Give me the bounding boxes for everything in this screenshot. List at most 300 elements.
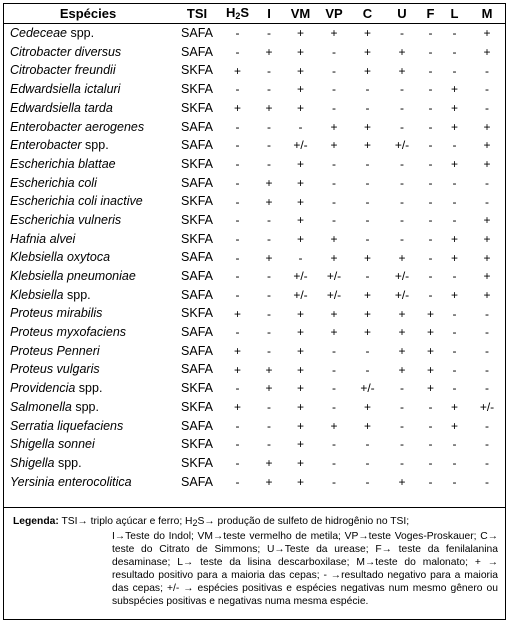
species-suffix: spp. [54, 455, 82, 470]
cell-vp: - [332, 157, 336, 172]
cell-h2s: - [235, 437, 240, 452]
table-row [3, 342, 506, 361]
cell-i: - [267, 306, 271, 321]
table-row [3, 416, 506, 435]
species-name [3, 24, 173, 43]
cell-i: - [267, 269, 271, 284]
legend [3, 507, 506, 608]
cell-tsi: SAFA [181, 119, 213, 134]
cell-l: + [450, 119, 458, 134]
table-row [3, 398, 506, 417]
cell-l: - [452, 175, 457, 190]
cell-l: - [452, 45, 457, 60]
cell-f: - [428, 101, 433, 116]
cell-u: - [400, 456, 404, 471]
table-row [3, 211, 506, 230]
header-u: U [384, 3, 420, 24]
species-name [3, 117, 173, 136]
cell-f: + [426, 344, 434, 359]
cell-m: - [485, 418, 489, 433]
species-genus: Cedeceae [10, 26, 67, 41]
cell-f: + [426, 306, 434, 321]
cell-u: - [400, 26, 404, 41]
cell-m: - [485, 82, 489, 97]
species-genus: Proteus Penneri [10, 343, 100, 358]
cell-c: - [365, 194, 370, 209]
cell-h2s: + [233, 63, 241, 78]
cell-l: - [452, 26, 457, 41]
cell-i: - [267, 437, 271, 452]
cell-f: - [428, 82, 433, 97]
cell-l: + [450, 82, 458, 97]
cell-vm: + [296, 325, 304, 340]
cell-u: + [398, 474, 406, 489]
species-genus: Escherichia coli inactive [10, 194, 143, 209]
cell-i: - [267, 344, 271, 359]
cell-c: - [365, 213, 370, 228]
legend-line-1: Legenda: TSI→ triplo açúcar e ferro; $H_2S\to$ produção de sulfeto de hidrogênio no TSI; [13, 516, 410, 528]
cell-f: - [428, 63, 433, 78]
cell-i: + [265, 250, 273, 265]
table-row [3, 230, 506, 249]
species-name [3, 416, 173, 435]
cell-m: +/- [479, 400, 495, 415]
cell-m: - [485, 437, 489, 452]
cell-m: + [483, 26, 491, 41]
cell-vm: + [296, 63, 304, 78]
cell-i: + [265, 456, 273, 471]
cell-u: +/- [394, 269, 410, 284]
cell-vp: - [332, 101, 336, 116]
cell-tsi: SAFA [181, 287, 213, 302]
cell-vp: + [330, 306, 338, 321]
cell-vp: - [332, 213, 336, 228]
cell-tsi: SAFA [181, 175, 213, 190]
cell-vp: - [332, 344, 336, 359]
species-name [3, 211, 173, 230]
cell-vp: +/- [326, 269, 342, 284]
cell-m: + [483, 119, 491, 134]
table-row [3, 117, 506, 136]
cell-vm: + [296, 418, 304, 433]
cell-u: - [400, 175, 404, 190]
cell-vm: + [296, 474, 304, 489]
cell-m: - [485, 194, 489, 209]
cell-tsi: SAFA [181, 138, 213, 153]
cell-h2s: - [235, 250, 240, 265]
cell-l: - [452, 456, 457, 471]
cell-h2s: - [235, 45, 240, 60]
header-tsi: TSI [173, 3, 221, 24]
cell-tsi: SKFA [181, 231, 213, 246]
cell-h2s: - [235, 213, 240, 228]
cell-vp: +/- [326, 287, 342, 302]
cell-m: + [483, 231, 491, 246]
table-row [3, 99, 506, 118]
cell-l: + [450, 101, 458, 116]
cell-vm: - [298, 119, 303, 134]
cell-h2s: - [235, 194, 240, 209]
cell-vp: + [330, 418, 338, 433]
species-genus: Enterobacter [10, 138, 82, 153]
cell-tsi: SAFA [181, 343, 213, 358]
cell-c: - [365, 362, 370, 377]
cell-c: + [363, 119, 371, 134]
table-row [3, 61, 506, 80]
cell-tsi: SKFA [181, 100, 213, 115]
cell-l: - [452, 138, 457, 153]
cell-i: - [267, 231, 271, 246]
cell-tsi: SAFA [181, 362, 213, 377]
cell-m: + [483, 157, 491, 172]
cell-h2s: + [233, 362, 241, 377]
cell-c: + [363, 306, 371, 321]
header-c: C [351, 3, 384, 24]
species-genus: Proteus vulgaris [10, 362, 100, 377]
cell-u: + [398, 250, 406, 265]
cell-u: - [400, 119, 404, 134]
cell-m: + [483, 269, 491, 284]
species-name [3, 473, 173, 492]
species-suffix: spp. [63, 287, 91, 302]
cell-vm: + [296, 82, 304, 97]
cell-c: - [365, 175, 370, 190]
cell-vm: + [296, 213, 304, 228]
cell-vm: +/- [293, 287, 308, 302]
cell-h2s: + [233, 101, 241, 116]
cell-h2s: - [235, 418, 240, 433]
table-row [3, 473, 506, 492]
species-genus: Citrobacter diversus [10, 44, 122, 59]
cell-u: - [400, 157, 404, 172]
cell-l: + [450, 231, 458, 246]
cell-vp: - [332, 63, 336, 78]
table-row [3, 304, 506, 323]
cell-tsi: SKFA [181, 455, 213, 470]
cell-h2s: + [233, 344, 241, 359]
species-name [3, 230, 173, 249]
table-row [3, 136, 506, 155]
table-row [3, 80, 506, 99]
cell-m: + [483, 138, 491, 153]
species-name [3, 435, 173, 454]
cell-i: - [267, 418, 271, 433]
cell-c: - [365, 344, 370, 359]
cell-vm: +/- [293, 138, 308, 153]
species-name [3, 174, 173, 193]
cell-h2s: - [235, 269, 240, 284]
cell-c: - [365, 101, 370, 116]
cell-vp: + [330, 138, 338, 153]
cell-vp: - [332, 45, 336, 60]
cell-vp: - [332, 194, 336, 209]
cell-f: + [426, 325, 434, 340]
cell-c: - [365, 456, 370, 471]
cell-l: - [452, 325, 457, 340]
cell-i: + [265, 45, 273, 60]
header-f: F [420, 3, 441, 24]
cell-l: - [452, 344, 457, 359]
species-name [3, 454, 173, 473]
species-suffix: spp. [67, 26, 95, 41]
cell-f: - [428, 400, 433, 415]
cell-m: - [485, 362, 489, 377]
cell-f: + [426, 362, 434, 377]
cell-i: - [267, 213, 271, 228]
cell-i: - [267, 82, 271, 97]
cell-vp: + [330, 250, 338, 265]
cell-l: + [450, 400, 458, 415]
cell-f: - [428, 250, 433, 265]
cell-h2s: - [235, 325, 240, 340]
table-row [3, 174, 506, 193]
cell-c: - [365, 437, 370, 452]
species-name [3, 286, 173, 305]
cell-vp: - [332, 456, 336, 471]
cell-vp: + [330, 26, 338, 41]
cell-f: - [428, 138, 433, 153]
cell-h2s: - [235, 231, 240, 246]
species-name [3, 398, 173, 417]
cell-c: + [363, 287, 371, 302]
cell-m: - [485, 344, 489, 359]
cell-m: - [485, 325, 489, 340]
cell-c: - [365, 157, 370, 172]
cell-u: - [400, 101, 404, 116]
species-genus: Citrobacter freundii [10, 63, 116, 78]
species-genus: Salmonella [10, 399, 72, 414]
cell-vp: + [330, 325, 338, 340]
cell-l: - [452, 362, 457, 377]
cell-f: - [428, 194, 433, 209]
cell-vm: + [296, 45, 304, 60]
cell-i: + [265, 194, 273, 209]
cell-tsi: SAFA [181, 44, 213, 59]
cell-m: + [483, 213, 491, 228]
species-name [3, 342, 173, 361]
species-name [3, 155, 173, 174]
cell-u: +/- [394, 138, 410, 153]
cell-l: + [450, 250, 458, 265]
cell-i: + [265, 175, 273, 190]
cell-vp: - [332, 381, 336, 396]
header-vm: VM [284, 3, 317, 24]
table-row [3, 192, 506, 211]
cell-u: - [400, 231, 404, 246]
species-name [3, 136, 173, 155]
cell-f: - [428, 175, 433, 190]
header-vp: VP [317, 3, 351, 24]
species-name [3, 379, 173, 398]
cell-c: +/- [360, 381, 375, 396]
cell-vm: + [296, 362, 304, 377]
cell-f: - [428, 287, 433, 302]
cell-f: - [428, 437, 433, 452]
cell-c: + [363, 45, 371, 60]
cell-h2s: - [235, 82, 240, 97]
cell-i: - [267, 119, 271, 134]
cell-u: - [400, 82, 404, 97]
cell-f: - [428, 418, 433, 433]
cell-m: + [483, 287, 491, 302]
species-name [3, 61, 173, 80]
species-genus: Proteus mirabilis [10, 306, 103, 321]
cell-f: - [428, 157, 433, 172]
cell-vm: + [296, 231, 304, 246]
cell-vp: - [332, 362, 336, 377]
cell-u: - [400, 213, 404, 228]
cell-tsi: SKFA [181, 156, 213, 171]
cell-vp: - [332, 437, 336, 452]
species-genus: Proteus myxofaciens [10, 325, 127, 340]
cell-m: - [485, 101, 489, 116]
cell-vm: + [296, 437, 304, 452]
cell-tsi: SAFA [181, 269, 213, 284]
cell-i: - [267, 138, 271, 153]
cell-tsi: SAFA [181, 418, 213, 433]
cell-tsi: SKFA [181, 306, 213, 321]
cell-vp: + [330, 231, 338, 246]
species-suffix: spp. [71, 399, 99, 414]
cell-vm: + [296, 157, 304, 172]
cell-h2s: + [233, 400, 241, 415]
cell-l: - [452, 381, 457, 396]
table-row [3, 454, 506, 473]
species-genus: Edwardsiella ictaluri [10, 82, 121, 97]
table-row [3, 360, 506, 379]
cell-i: - [267, 325, 271, 340]
species-name [3, 192, 173, 211]
species-genus: Shigella [10, 455, 55, 470]
cell-l: - [452, 213, 457, 228]
cell-c: - [365, 82, 370, 97]
cell-l: - [452, 474, 457, 489]
cell-l: + [450, 157, 458, 172]
cell-l: - [452, 306, 457, 321]
cell-i: - [267, 400, 271, 415]
cell-vm: - [298, 250, 303, 265]
header-i: I [254, 3, 284, 24]
cell-l: - [452, 194, 457, 209]
header-l: L [441, 3, 468, 24]
cell-i: + [265, 362, 273, 377]
cell-c: + [363, 325, 371, 340]
cell-h2s: - [235, 26, 240, 41]
cell-vm: + [296, 26, 304, 41]
cell-h2s: - [235, 456, 240, 471]
cell-tsi: SAFA [181, 474, 213, 489]
cell-i: - [267, 26, 271, 41]
cell-tsi: SKFA [181, 381, 213, 396]
species-genus: Providencia [10, 381, 76, 396]
cell-i: + [265, 381, 273, 396]
species-genus: Klebsiella pneumoniae [10, 269, 136, 284]
cell-u: + [398, 306, 406, 321]
header-m: M [468, 3, 506, 24]
species-name [3, 267, 173, 286]
cell-c: + [363, 400, 371, 415]
cell-u: +/- [394, 287, 410, 302]
table-row [3, 248, 506, 267]
species-name [3, 248, 173, 267]
cell-h2s: - [235, 287, 240, 302]
cell-vp: - [332, 82, 336, 97]
cell-c: - [365, 474, 370, 489]
table-header [3, 3, 506, 24]
species-name [3, 80, 173, 99]
species-genus: Klebsiella [10, 287, 64, 302]
cell-f: - [428, 474, 433, 489]
cell-u: + [398, 45, 406, 60]
species-suffix: spp. [75, 381, 103, 396]
cell-l: - [452, 437, 457, 452]
cell-i: - [267, 63, 271, 78]
cell-m: - [485, 474, 489, 489]
header-species: Espécies [3, 3, 173, 24]
cell-vm: + [296, 194, 304, 209]
table-row [3, 155, 506, 174]
cell-tsi: SAFA [181, 26, 213, 41]
cell-h2s: - [235, 138, 240, 153]
cell-vp: - [332, 175, 336, 190]
cell-vp: - [332, 474, 336, 489]
cell-vp: + [330, 119, 338, 134]
cell-u: + [398, 344, 406, 359]
cell-h2s: - [235, 474, 240, 489]
cell-u: + [398, 362, 406, 377]
species-genus: Edwardsiella tarda [10, 100, 113, 115]
cell-f: - [428, 231, 433, 246]
cell-f: - [428, 456, 433, 471]
cell-m: - [485, 306, 489, 321]
legend-label: Legenda: [13, 516, 59, 527]
cell-u: - [400, 437, 404, 452]
species-genus: Shigella sonnei [10, 437, 95, 452]
cell-c: + [363, 250, 371, 265]
cell-u: + [398, 63, 406, 78]
cell-l: - [452, 63, 457, 78]
cell-l: + [450, 287, 458, 302]
cell-vm: + [296, 381, 304, 396]
cell-u: - [400, 381, 404, 396]
cell-c: + [363, 63, 371, 78]
cell-vm: + [296, 400, 304, 415]
cell-m: - [485, 63, 489, 78]
cell-c: - [365, 231, 370, 246]
cell-f: - [428, 119, 433, 134]
table-row [3, 43, 506, 62]
species-name [3, 323, 173, 342]
table-row [3, 24, 506, 43]
cell-c: + [363, 26, 371, 41]
cell-u: - [400, 418, 404, 433]
cell-i: - [267, 287, 271, 302]
species-name [3, 99, 173, 118]
cell-vm: + [296, 344, 304, 359]
species-genus: Yersinia enterocolitica [10, 474, 132, 489]
cell-i: + [265, 474, 273, 489]
header-h2s: $H_2S$ [221, 3, 254, 24]
cell-h2s: - [235, 157, 240, 172]
cell-i: - [267, 157, 271, 172]
biochemical-tests-table [3, 3, 506, 491]
cell-c: + [363, 138, 371, 153]
cell-u: + [398, 325, 406, 340]
species-genus: Serratia liquefaciens [10, 418, 124, 433]
species-name [3, 360, 173, 379]
table-row [3, 435, 506, 454]
cell-tsi: SKFA [181, 399, 213, 414]
